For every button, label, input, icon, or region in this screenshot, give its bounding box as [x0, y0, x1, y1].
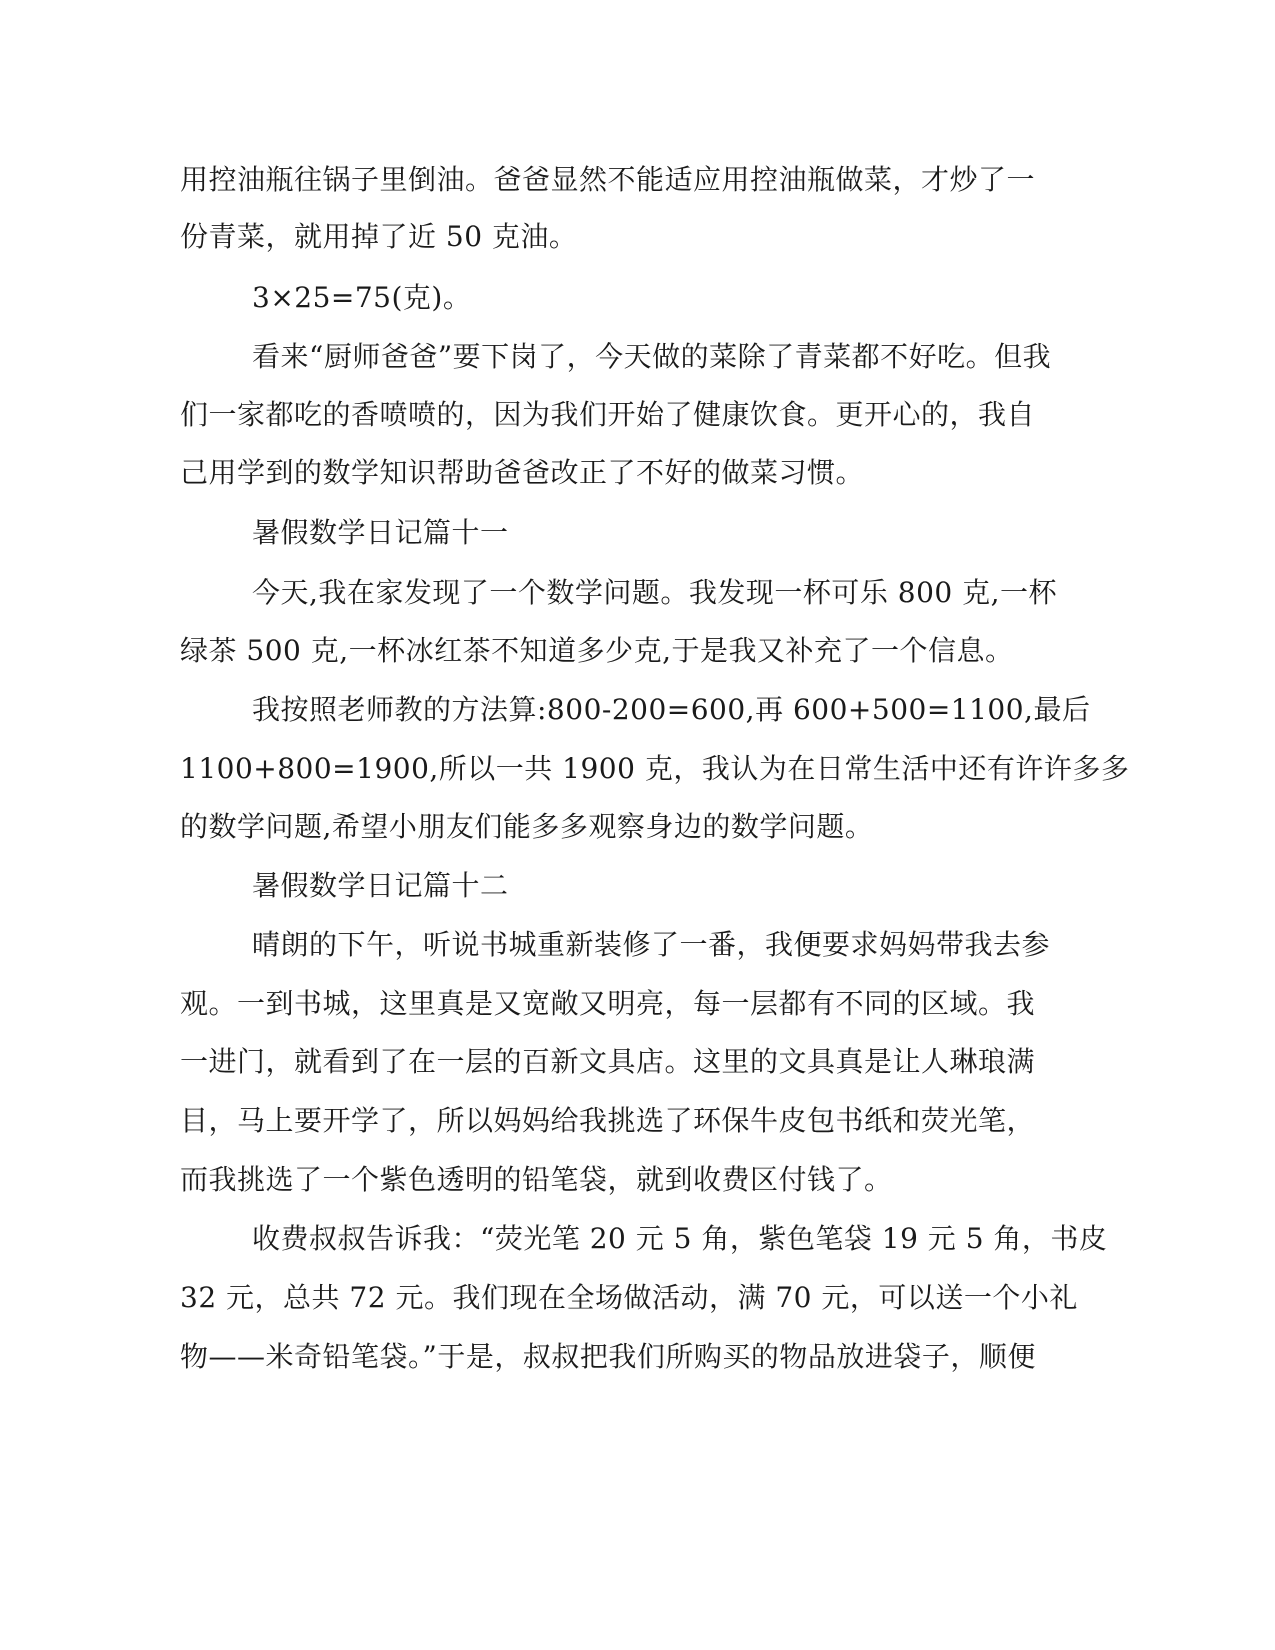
text-line: 我按照老师教的方法算:800-200=600,再 600+500=1100,最后 [252, 693, 1091, 726]
equation-line: 3×25=75(克)。 [252, 281, 472, 314]
text-line: 物——米奇铅笔袋。”于是，叔叔把我们所购买的物品放进袋子，顺便 [180, 1340, 1036, 1373]
text-line: 看来“厨师爸爸”要下岗了，今天做的菜除了青菜都不好吃。但我 [252, 340, 1052, 373]
text-line: 的数学问题,希望小朋友们能多多观察身边的数学问题。 [180, 810, 874, 843]
text-line: 32 元，总共 72 元。我们现在全场做活动，满 70 元，可以送一个小礼 [180, 1281, 1078, 1314]
text-line: 今天,我在家发现了一个数学问题。我发现一杯可乐 800 克,一杯 [252, 576, 1058, 609]
text-line: 晴朗的下午，听说书城重新装修了一番，我便要求妈妈带我去参 [252, 928, 1051, 961]
section-heading: 暑假数学日记篇十二 [252, 869, 509, 902]
section-heading: 暑假数学日记篇十一 [252, 516, 509, 549]
text-line: 一进门，就看到了在一层的百新文具店。这里的文具真是让人琳琅满 [180, 1045, 1036, 1078]
text-line: 己用学到的数学知识帮助爸爸改正了不好的做菜习惯。 [180, 456, 865, 489]
text-line: 1100+800=1900,所以一共 1900 克，我认为在日常生活中还有许许多多 [180, 752, 1130, 785]
text-line: 绿茶 500 克,一杯冰红茶不知道多少克,于是我又补充了一个信息。 [180, 634, 1014, 667]
text-line: 份青菜，就用掉了近 50 克油。 [180, 220, 578, 253]
text-line: 们一家都吃的香喷喷的，因为我们开始了健康饮食。更开心的，我自 [180, 398, 1036, 431]
text-line: 收费叔叔告诉我：“荧光笔 20 元 5 角，紫色笔袋 19 元 5 角，书皮 [252, 1222, 1108, 1255]
text-line: 观。一到书城，这里真是又宽敞又明亮，每一层都有不同的区域。我 [180, 987, 1036, 1020]
text-line: 而我挑选了一个紫色透明的铅笔袋，就到收费区付钱了。 [180, 1163, 893, 1196]
text-line: 用控油瓶往锅子里倒油。爸爸显然不能适应用控油瓶做菜，才炒了一 [180, 163, 1036, 196]
text-line: 目，马上要开学了，所以妈妈给我挑选了环保牛皮包书纸和荧光笔， [180, 1104, 1036, 1137]
